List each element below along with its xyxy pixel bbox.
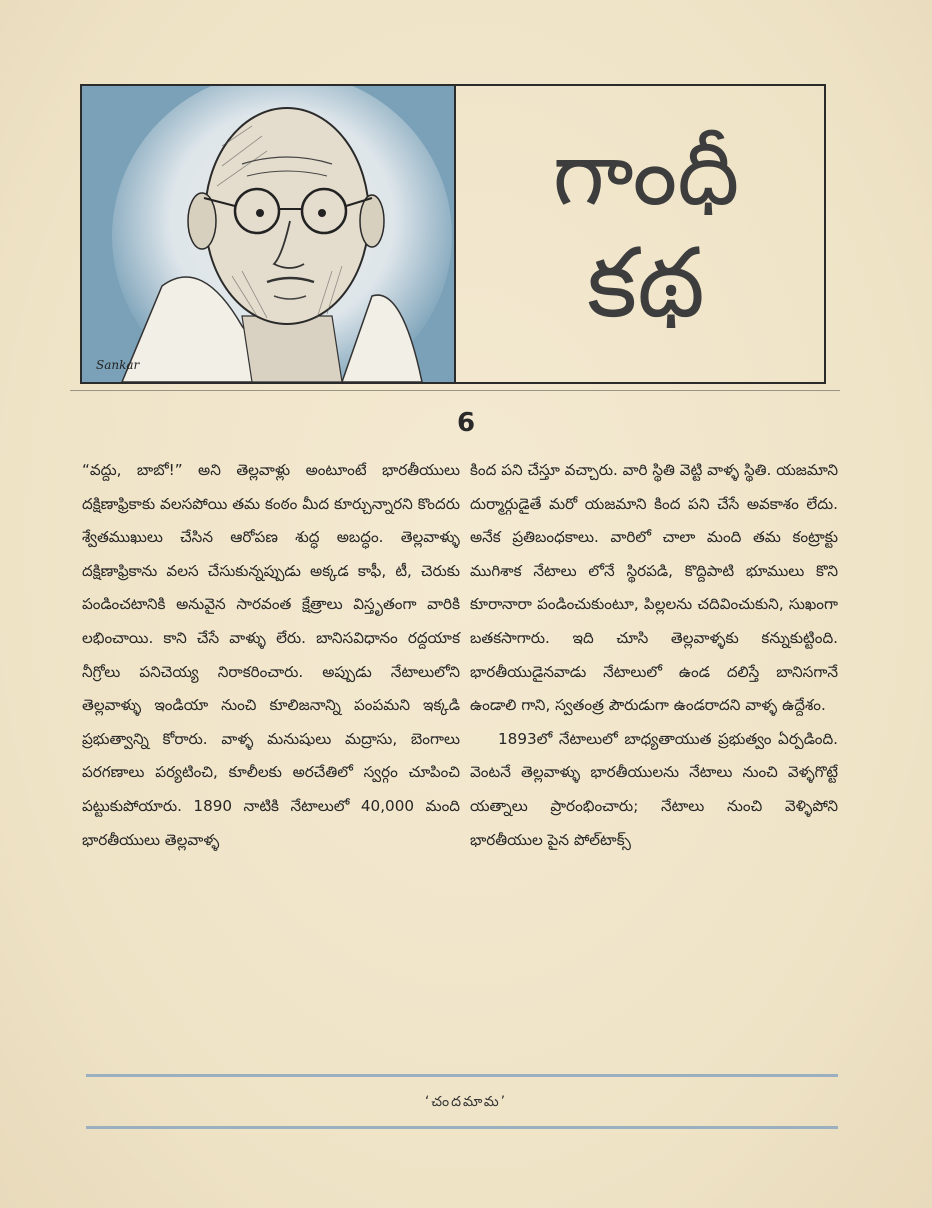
chapter-number: 6 <box>456 408 476 438</box>
right-column-paragraph-2: 1893లో నేటాలులో బాధ్యతాయుత ప్రభుత్వం ఏర్పడింది. వెంటనే తెల్లవాళ్ళు భారతీయులను నేటాలు నుంచి వెళ్ళగొట్టే యత్నాలు ప్రారంభించారు; నేటాలు నుంచి వెళ్ళిపోని భారతీయుల పైన పోల్‌టాక్స్ <box>470 729 838 849</box>
story-title-line2: కథ <box>587 227 705 339</box>
left-text-column <box>82 454 460 857</box>
footer-rule-bottom <box>86 1126 838 1129</box>
right-text-column <box>470 454 838 857</box>
story-title-area <box>456 86 824 382</box>
gandhi-portrait-illustration <box>82 86 456 382</box>
story-header <box>80 84 826 384</box>
left-column-paragraph: “వద్దు, బాబో!” అని తెల్లవాళ్లు అంటూంటే భారతీయులు దక్షిణాఫ్రికాకు వలసపోయి తమ కంఠం మీద కూర్చున్నారని కొందరు శ్వేతముఖులు చేసిన ఆరోపణ శుద్ధ అబద్ధం. తెల్లవాళ్ళు దక్షిణాఫ్రికాను వలస చేసుకున్నప్పుడు అక్కడ కాఫీ, టీ, చెరుకు పండించటానికి అనువైన సారవంత క్షేత్రాలు విస్తృతంగా వారికి లభించాయి. కాని చేసే వాళ్ళు లేరు. బానిసవిధానం రద్దయాక నీగ్రోలు పనిచెయ్య నిరాకరించారు. అప్పుడు నేటాలులోని తెల్లవాళ్ళు ఇండియా నుంచి కూలిజనాన్ని పంపమని ఇక్కడి ప్రభుత్వాన్ని కోరారు. వాళ్ళ మనుషులు మద్రాసు, బెంగాలు పరగణాలు పర్యటించి, కూలీలకు అరచేతిలో స్వర్గం చూపించి పట్టుకుపోయారు. 1890 నాటికి నేటాలులో 40,000 మంది భారతీయులు తెల్లవాళ్ళ <box>82 461 460 849</box>
footer-rule-top <box>86 1074 838 1077</box>
header-divider <box>70 390 840 391</box>
story-title-line1: గాంధీ <box>552 122 740 225</box>
right-column-paragraph-1: కింద పని చేస్తూ వచ్చారు. వారి స్థితి వెట్టి వాళ్ళ స్థితి. యజమాని దుర్మార్గుడైతే మరో యజమాని కింద పని చేసే అవకాశం లేదు. అనేక ప్రతిబంధకాలు. వారిలో చాలా మంది తమ కంట్రాక్టు ముగిశాక నేటాలు లోనే స్థిరపడి, కొద్దిపాటి భూములు కొని కూరానారా పండించుకుంటూ, పిల్లలను చదివించుకుని, సుఖంగా బతకసాగారు. ఇది చూసి తెల్లవాళ్ళకు కన్నుకుట్టింది. భారతీయుడైనవాడు నేటాలులో ఉండ దలిస్తే బానిసగానే ఉండాలి గాని, స్వతంత్ర పౌరుడుగా ఉండరాదని వాళ్ళ ఉద్దేశం. <box>470 461 838 715</box>
portrait-drawing <box>82 86 454 382</box>
magazine-name-footer: ‘చందమామ’ <box>424 1094 508 1110</box>
artist-signature: Sankar <box>96 358 140 372</box>
